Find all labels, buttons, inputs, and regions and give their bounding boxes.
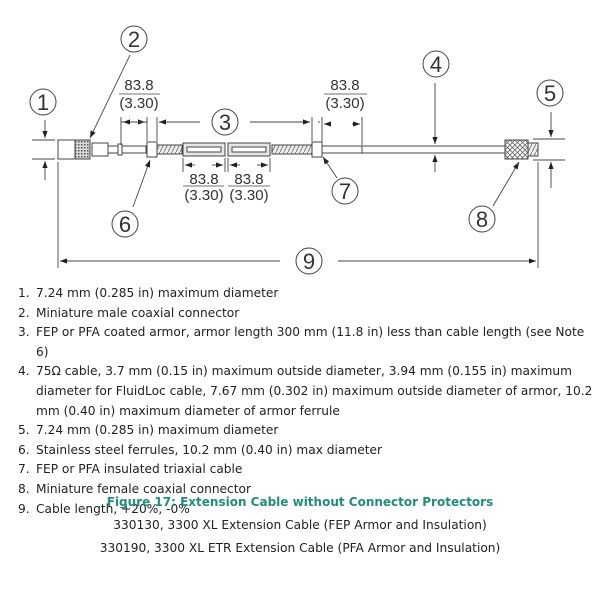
callout-3-label: 3	[218, 110, 232, 135]
note-item	[18, 441, 598, 461]
female-connector-knurl	[505, 140, 528, 159]
note-number: 6.	[18, 442, 30, 457]
note-item	[18, 323, 598, 362]
callout-7-label: 7	[338, 179, 352, 204]
dim-top-left-mm: 83.8	[124, 77, 154, 94]
note-text: Miniature male coaxial connector	[36, 305, 240, 320]
note-number: 4.	[18, 364, 30, 379]
note-item	[18, 304, 598, 324]
note-number: 3.	[18, 325, 30, 340]
note-item	[18, 362, 598, 421]
note-text: Miniature female coaxial connector	[36, 481, 251, 496]
ferrule-left	[147, 142, 157, 157]
dim-top-right-mm: 83.8	[330, 77, 360, 94]
figure-subtitle-2: 330190, 3300 XL ETR Extension Cable (PFA Armor and Insulation)	[99, 541, 501, 555]
figure-subtitle-1: 330130, 3300 XL Extension Cable (FEP Armor and Insulation)	[113, 518, 487, 532]
ferrule-right	[312, 142, 322, 157]
cable-diagram	[0, 0, 600, 280]
note-number: 9.	[18, 501, 30, 516]
male-connector-knurl	[75, 140, 90, 159]
callout-2-label: 2	[127, 27, 141, 52]
note-item	[18, 460, 598, 480]
note-number: 5.	[18, 423, 30, 438]
note-text: FEP or PFA coated armor, armor length 300 mm (11.8 in) less than cable length (see Note 6)	[36, 325, 585, 359]
callout-4-label: 4	[429, 52, 443, 77]
note-text: Cable length, +20%, -0%	[36, 501, 190, 516]
dim-top-left-in: (3.30)	[119, 95, 159, 112]
note-text: 7.24 mm (0.285 in) maximum diameter	[36, 423, 279, 438]
note-number: 7.	[18, 462, 30, 477]
callout-1-label: 1	[36, 90, 50, 115]
note-text: 75Ω cable, 3.7 mm (0.15 in) maximum outside diameter, 3.94 mm (0.155 in) maximum diameter for FluidLoc cable, 7.67 mm (0.302 in) maximum outside diameter of armor, 10.2 mm (0.40 in) maximum diameter of armor ferrule	[36, 364, 593, 418]
notes-list	[18, 284, 598, 519]
callout-8-label: 8	[475, 207, 489, 232]
dim-bottom-right-mm: 83.8	[234, 171, 264, 188]
note-item	[18, 421, 598, 441]
dim-bottom-left-in: (3.30)	[184, 187, 224, 204]
note-number: 1.	[18, 286, 30, 300]
male-connector-body	[58, 140, 75, 159]
dim-bottom-right-in: (3.30)	[229, 187, 269, 204]
callout-5-label: 5	[543, 81, 557, 106]
note-item	[18, 284, 598, 304]
note-text: 7.24 mm (0.285 in) maximum diameter	[36, 286, 279, 300]
dim-bottom-left-mm: 83.8	[189, 171, 219, 188]
note-number: 8.	[18, 481, 30, 496]
note-text: Stainless steel ferrules, 10.2 mm (0.40 in) max diameter	[36, 442, 383, 457]
callout-6-label: 6	[118, 212, 132, 237]
female-connector-thread	[528, 143, 538, 156]
dim-top-right-in: (3.30)	[325, 95, 365, 112]
note-number: 2.	[18, 305, 30, 320]
callout-9-label: 9	[302, 249, 316, 274]
figure-title: Figure 17: Extension Cable without Connector Protectors	[106, 495, 494, 509]
note-text: FEP or PFA insulated triaxial cable	[36, 462, 243, 477]
